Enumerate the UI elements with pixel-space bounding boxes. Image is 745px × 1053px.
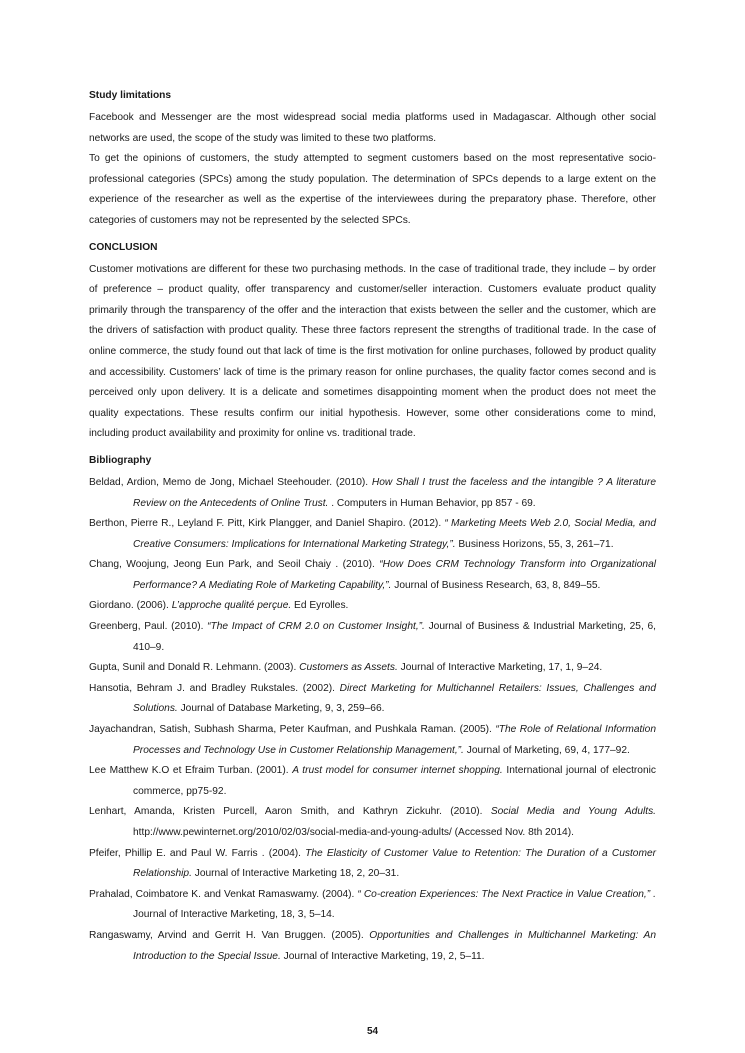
ref-source: Journal of Business Research, 63, 8, 849–55. xyxy=(391,579,601,591)
reference-item xyxy=(89,926,656,967)
ref-source: Journal of Interactive Marketing, 17, 1, 9–24. xyxy=(397,662,603,674)
ref-title: “ Co-creation Experiences: The Next Practice in Value Creation,” . xyxy=(357,888,656,900)
reference-item xyxy=(89,844,656,885)
ref-title: “ Marketing Meets Web 2.0, Social Media, and Creative Consumers: Implications for International Marketing Strategy,”. xyxy=(133,518,656,550)
page-number: 54 xyxy=(366,1026,379,1037)
ref-source: Journal of Database Marketing, 9, 3, 259–66. xyxy=(177,703,385,715)
ref-source: Ed Eyrolles. xyxy=(291,600,349,612)
ref-source: . Computers in Human Behavior, pp 857 - 69. xyxy=(328,497,536,509)
ref-authors: Berthon, Pierre R., Leyland F. Pitt, Kirk Plangger, and Daniel Shapiro. (2012). xyxy=(89,518,445,530)
ref-source: Journal of Business & Industrial Marketing, 25, 6, 410–9. xyxy=(133,621,656,653)
reference-item xyxy=(89,679,656,720)
ref-source: Business Horizons, 55, 3, 261–71. xyxy=(455,538,614,550)
page-content xyxy=(89,86,656,967)
ref-authors: Rangaswamy, Arvind and Gerrit H. Van Bruggen. (2005). xyxy=(89,929,370,941)
ref-authors: Pfeifer, Phillip E. and Paul W. Farris . (2004). xyxy=(89,847,306,859)
ref-title: L’approche qualité perçue. xyxy=(171,600,292,612)
conclusion-paragraph: Customer motivations are different for these two purchasing methods. In the case of traditional trade, they include – by order of preference – product quality, offer transparency and customer/seller interaction. Customers evaluate product quality primarily through the transparency of the offer and the interaction that exists between the seller and the customer, which are the drivers of satisfaction with product quality. These three factors represent the strengths of traditional trade. In the case of online commerce, the study found out that lack of time is the first motivation for online purchases, followed by product quality and accessibility. Customers’ lack of time is the primary reason for online purchases, the quality factor comes second and is perceived only upon delivery. It is a delicate and sometimes disappointing moment when the product does not meet the quality expectations. These results confirm our initial hypothesis. However, some other considerations come to mind, including product availability and proximity for online vs. traditional trade. xyxy=(89,263,656,440)
ref-source: Journal of Interactive Marketing 18, 2, 20–31. xyxy=(191,868,400,880)
reference-item xyxy=(89,596,656,617)
reference-item xyxy=(89,658,656,679)
ref-title: Social Media and Young Adults. xyxy=(490,806,656,818)
reference-item xyxy=(89,761,656,802)
ref-title: “How Does CRM Technology Transform into Organizational Performance? A Mediating Role of Marketing Capability,”. xyxy=(133,559,657,591)
ref-authors: Beldad, Ardion, Memo de Jong, Michael Steehouder. (2010). xyxy=(89,476,372,488)
ref-authors: Lee Matthew K.O et Efraim Turban. (2001). xyxy=(89,765,293,777)
reference-item xyxy=(89,720,656,761)
ref-title: How Shall I trust the faceless and the intangible ? A literature Review on the Antecedents of Online Trust. xyxy=(133,476,656,509)
ref-authors: Giordano. (2006). xyxy=(89,600,172,612)
reference-list xyxy=(89,473,656,967)
ref-authors: Jayachandran, Satish, Subhash Sharma, Peter Kaufman, and Pushkala Raman. (2005). xyxy=(89,724,496,736)
ref-authors: Hansotia, Behram J. and Bradley Rukstales. (2002). xyxy=(89,682,340,694)
limitations-heading: Study limitations xyxy=(89,90,172,101)
ref-title: “The Role of Relational Information Processes and Technology Use in Customer Relationship Management,”. xyxy=(133,724,656,756)
reference-item xyxy=(89,514,656,555)
ref-source: Journal of Interactive Marketing, 19, 2, 5–11. xyxy=(280,950,485,962)
ref-authors: Lenhart, Amanda, Kristen Purcell, Aaron Smith, and Kathryn Zickuhr. (2010). xyxy=(89,806,491,818)
reference-item xyxy=(89,885,656,926)
ref-source: Journal of Interactive Marketing, 18, 3, 5–14. xyxy=(133,909,335,921)
ref-source: http://www.pewinternet.org/2010/02/03/social-media-and-young-adults/ (Accessed Nov. 8th 2014). xyxy=(133,827,574,838)
conclusion-heading: CONCLUSION xyxy=(89,241,158,253)
ref-title: Opportunities and Challenges in Multichannel Marketing: An Introduction to the Special Issue. xyxy=(133,929,656,962)
ref-authors: Gupta, Sunil and Donald R. Lehmann. (2003). xyxy=(89,662,300,674)
reference-item xyxy=(89,473,656,514)
ref-title: “The Impact of CRM 2.0 on Customer Insight,”. xyxy=(207,621,425,633)
ref-title: Direct Marketing for Multichannel Retailers: Issues, Challenges and Solutions. xyxy=(133,682,656,715)
ref-source: Journal of Marketing, 69, 4, 177–92. xyxy=(463,744,630,756)
ref-title: Customers as Assets. xyxy=(299,662,398,674)
ref-title: The Elasticity of Customer Value to Retention: The Duration of a Customer Relationship. xyxy=(133,847,657,880)
limitations-paragraph-1: Facebook and Messenger are the most widespread social media platforms used in Madagascar. Although other social networks are used, the scope of the study was limited to these two platforms. xyxy=(89,112,656,144)
ref-authors: Greenberg, Paul. (2010). xyxy=(89,621,208,633)
ref-source: International journal of electronic commerce, pp75-92. xyxy=(133,765,656,797)
reference-item xyxy=(89,617,656,658)
limitations-paragraph-2: To get the opinions of customers, the study attempted to segment customers based on the most representative socio-professional categories (SPCs) among the study population. The determination of SPCs depends to a large extent on the experience of the researcher as well as the expertise of the interviewees during the preparatory phase. Therefore, other categories of customers may not be represented by the selected SPCs. xyxy=(89,153,656,226)
ref-authors: Chang, Woojung, Jeong Eun Park, and Seoil Chaiy . (2010). xyxy=(89,559,380,571)
ref-authors: Prahalad, Coimbatore K. and Venkat Ramaswamy. (2004). xyxy=(89,888,358,900)
ref-title: A trust model for consumer internet shopping. xyxy=(292,765,503,777)
reference-item xyxy=(89,555,656,596)
bibliography-heading: Bibliography xyxy=(89,454,152,466)
reference-item xyxy=(89,802,656,843)
